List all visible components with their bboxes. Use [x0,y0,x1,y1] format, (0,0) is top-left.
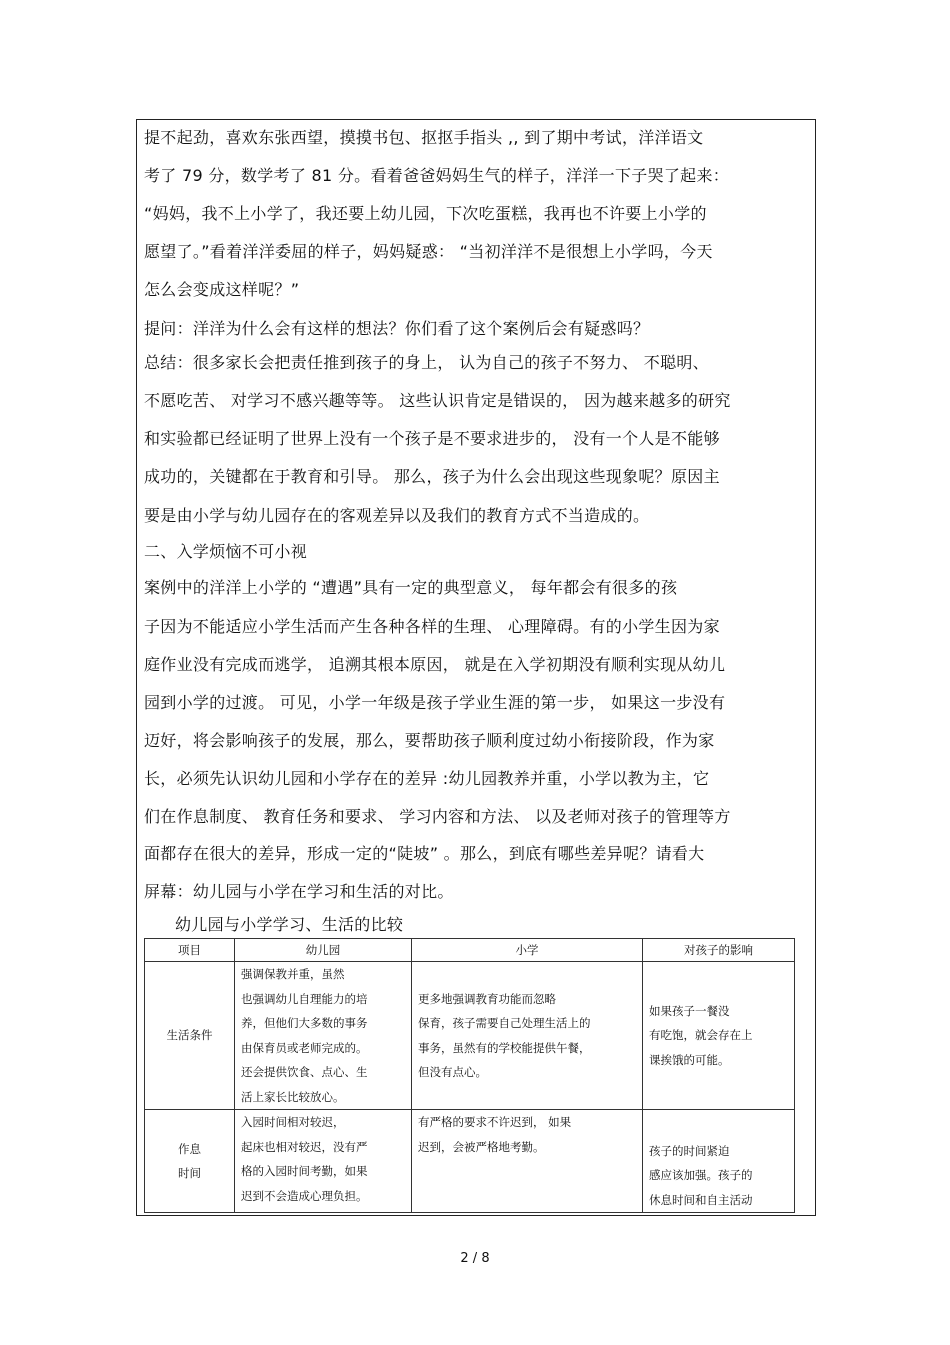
table-header-row [145,939,795,962]
paragraph-line: 要是由小学与幼儿园存在的客观差异以及我们的教育方式不当造成的。 [144,506,650,525]
section-heading: 二、入学烦恼不可小视 [144,542,308,561]
table-cell-kindergarten [235,1110,412,1213]
table-cell-impact [643,962,795,1110]
page-number: 2 / 8 [460,1251,490,1266]
paragraph-line: 成功的，关键都在于教育和引导。 那么，孩子为什么会出现这些现象呢？原因主 [144,467,720,486]
table-cell-primary [412,1110,643,1213]
paragraph-line: 案例中的洋洋上小学的 “遭遇”具有一定的典型意义， 每年都会有很多的孩 [144,578,678,597]
paragraph-line: 愿望了。”看着洋洋委屈的样子，妈妈疑惑： “当初洋洋不是很想上小学吗，今天 [144,242,713,261]
paragraph-line: 考了 79 分，数学考了 81 分。看着爸爸妈妈生气的样子，洋洋一下子哭了起来： [144,166,730,185]
paragraph-line: 园到小学的过渡。 可见，小学一年级是孩子学业生涯的第一步， 如果这一步没有 [144,693,726,712]
table-cell-item [145,962,235,1110]
comparison-table [144,938,795,1213]
table-row [145,962,795,1110]
table-cell-impact [643,1110,795,1213]
paragraph-line: 屏幕：幼儿园与小学在学习和生活的对比。 [144,882,454,901]
content-frame [136,119,816,1216]
paragraph-line: 子因为不能适应小学生活而产生各种各样的生理、 心理障碍。有的小学生因为家 [144,617,720,636]
paragraph-line: 长，必须先认识幼儿园和小学存在的差异 :幼儿园教养并重，小学以教为主，它 [144,769,710,788]
paragraph-line: 总结：很多家长会把责任推到孩子的身上， 认为自己的孩子不努力、 不聪明、 [144,353,709,372]
paragraph-line: 不愿吃苦、 对学习不感兴趣等等。 这些认识肯定是错误的， 因为越来越多的研究 [144,391,731,410]
table-cell-item [145,1110,235,1213]
paragraph-line: 庭作业没有完成而逃学， 追溯其根本原因， 就是在入学初期没有顺利实现从幼儿 [144,655,726,674]
cell-text: 作息 时间 [178,1141,201,1180]
table-cell-primary [412,962,643,1110]
table-row [145,1110,795,1213]
column-header: 对孩子的影响 [643,939,795,962]
cell-text: 如果孩子一餐没 有吃饱，就会存在上 课挨饿的可能。 [649,1003,753,1067]
paragraph-line: 提问：洋洋为什么会有这样的想法？你们看了这个案例后会有疑惑吗？ [144,319,650,338]
cell-text: 生活条件 [166,1028,213,1043]
paragraph-line: 怎么会变成这样呢？” [144,280,300,299]
cell-text: 有严格的要求不许迟到， 如果 迟到，会被严格地考勤。 [418,1115,572,1154]
paragraph-line: 和实验都已经证明了世界上没有一个孩子是不要求进步的， 没有一个人是不能够 [144,429,720,448]
cell-text: 更多地强调教育功能而忽略 保育，孩子需要自己处理生活上的 事务，虽然有的学校能提供午餐， 但没有点心。 [418,991,591,1079]
column-header: 项目 [145,939,235,962]
table-caption: 幼儿园与小学学习、生活的比较 [175,915,404,934]
cell-text: 入园时间相对较迟， 起床也相对较迟，没有严 格的入园时间考勤，如果 迟到不会造成心理负担。 [241,1115,368,1203]
paragraph-line: 提不起劲，喜欢东张西望，摸摸书包、抠抠手指头 ,, 到了期中考试，洋洋语文 [144,128,704,147]
paragraph-line: “妈妈，我不上小学了，我还要上幼儿园，下次吃蛋糕，我再也不许要上小学的 [144,204,707,223]
column-header: 幼儿园 [235,939,412,962]
column-header: 小学 [412,939,643,962]
paragraph-line: 迈好，将会影响孩子的发展，那么，要帮助孩子顺利度过幼小衔接阶段，作为家 [144,731,715,750]
paragraph-line: 面都存在很大的差异，形成一定的“陡坡” 。那么，到底有哪些差异呢？请看大 [144,844,705,863]
paragraph-line: 们在作息制度、 教育任务和要求、 学习内容和方法、 以及老师对孩子的管理等方 [144,807,731,826]
cell-text: 强调保教并重，虽然 也强调幼儿自理能力的培 养，但他们大多数的事务 由保育员或老师完成的。 还会提供饮食、点心、生 活上家长比较放心。 [241,967,368,1104]
table-cell-kindergarten [235,962,412,1110]
cell-text: 孩子的时间紧迫 感应该加强。孩子的 休息时间和自主活动 [649,1143,753,1207]
